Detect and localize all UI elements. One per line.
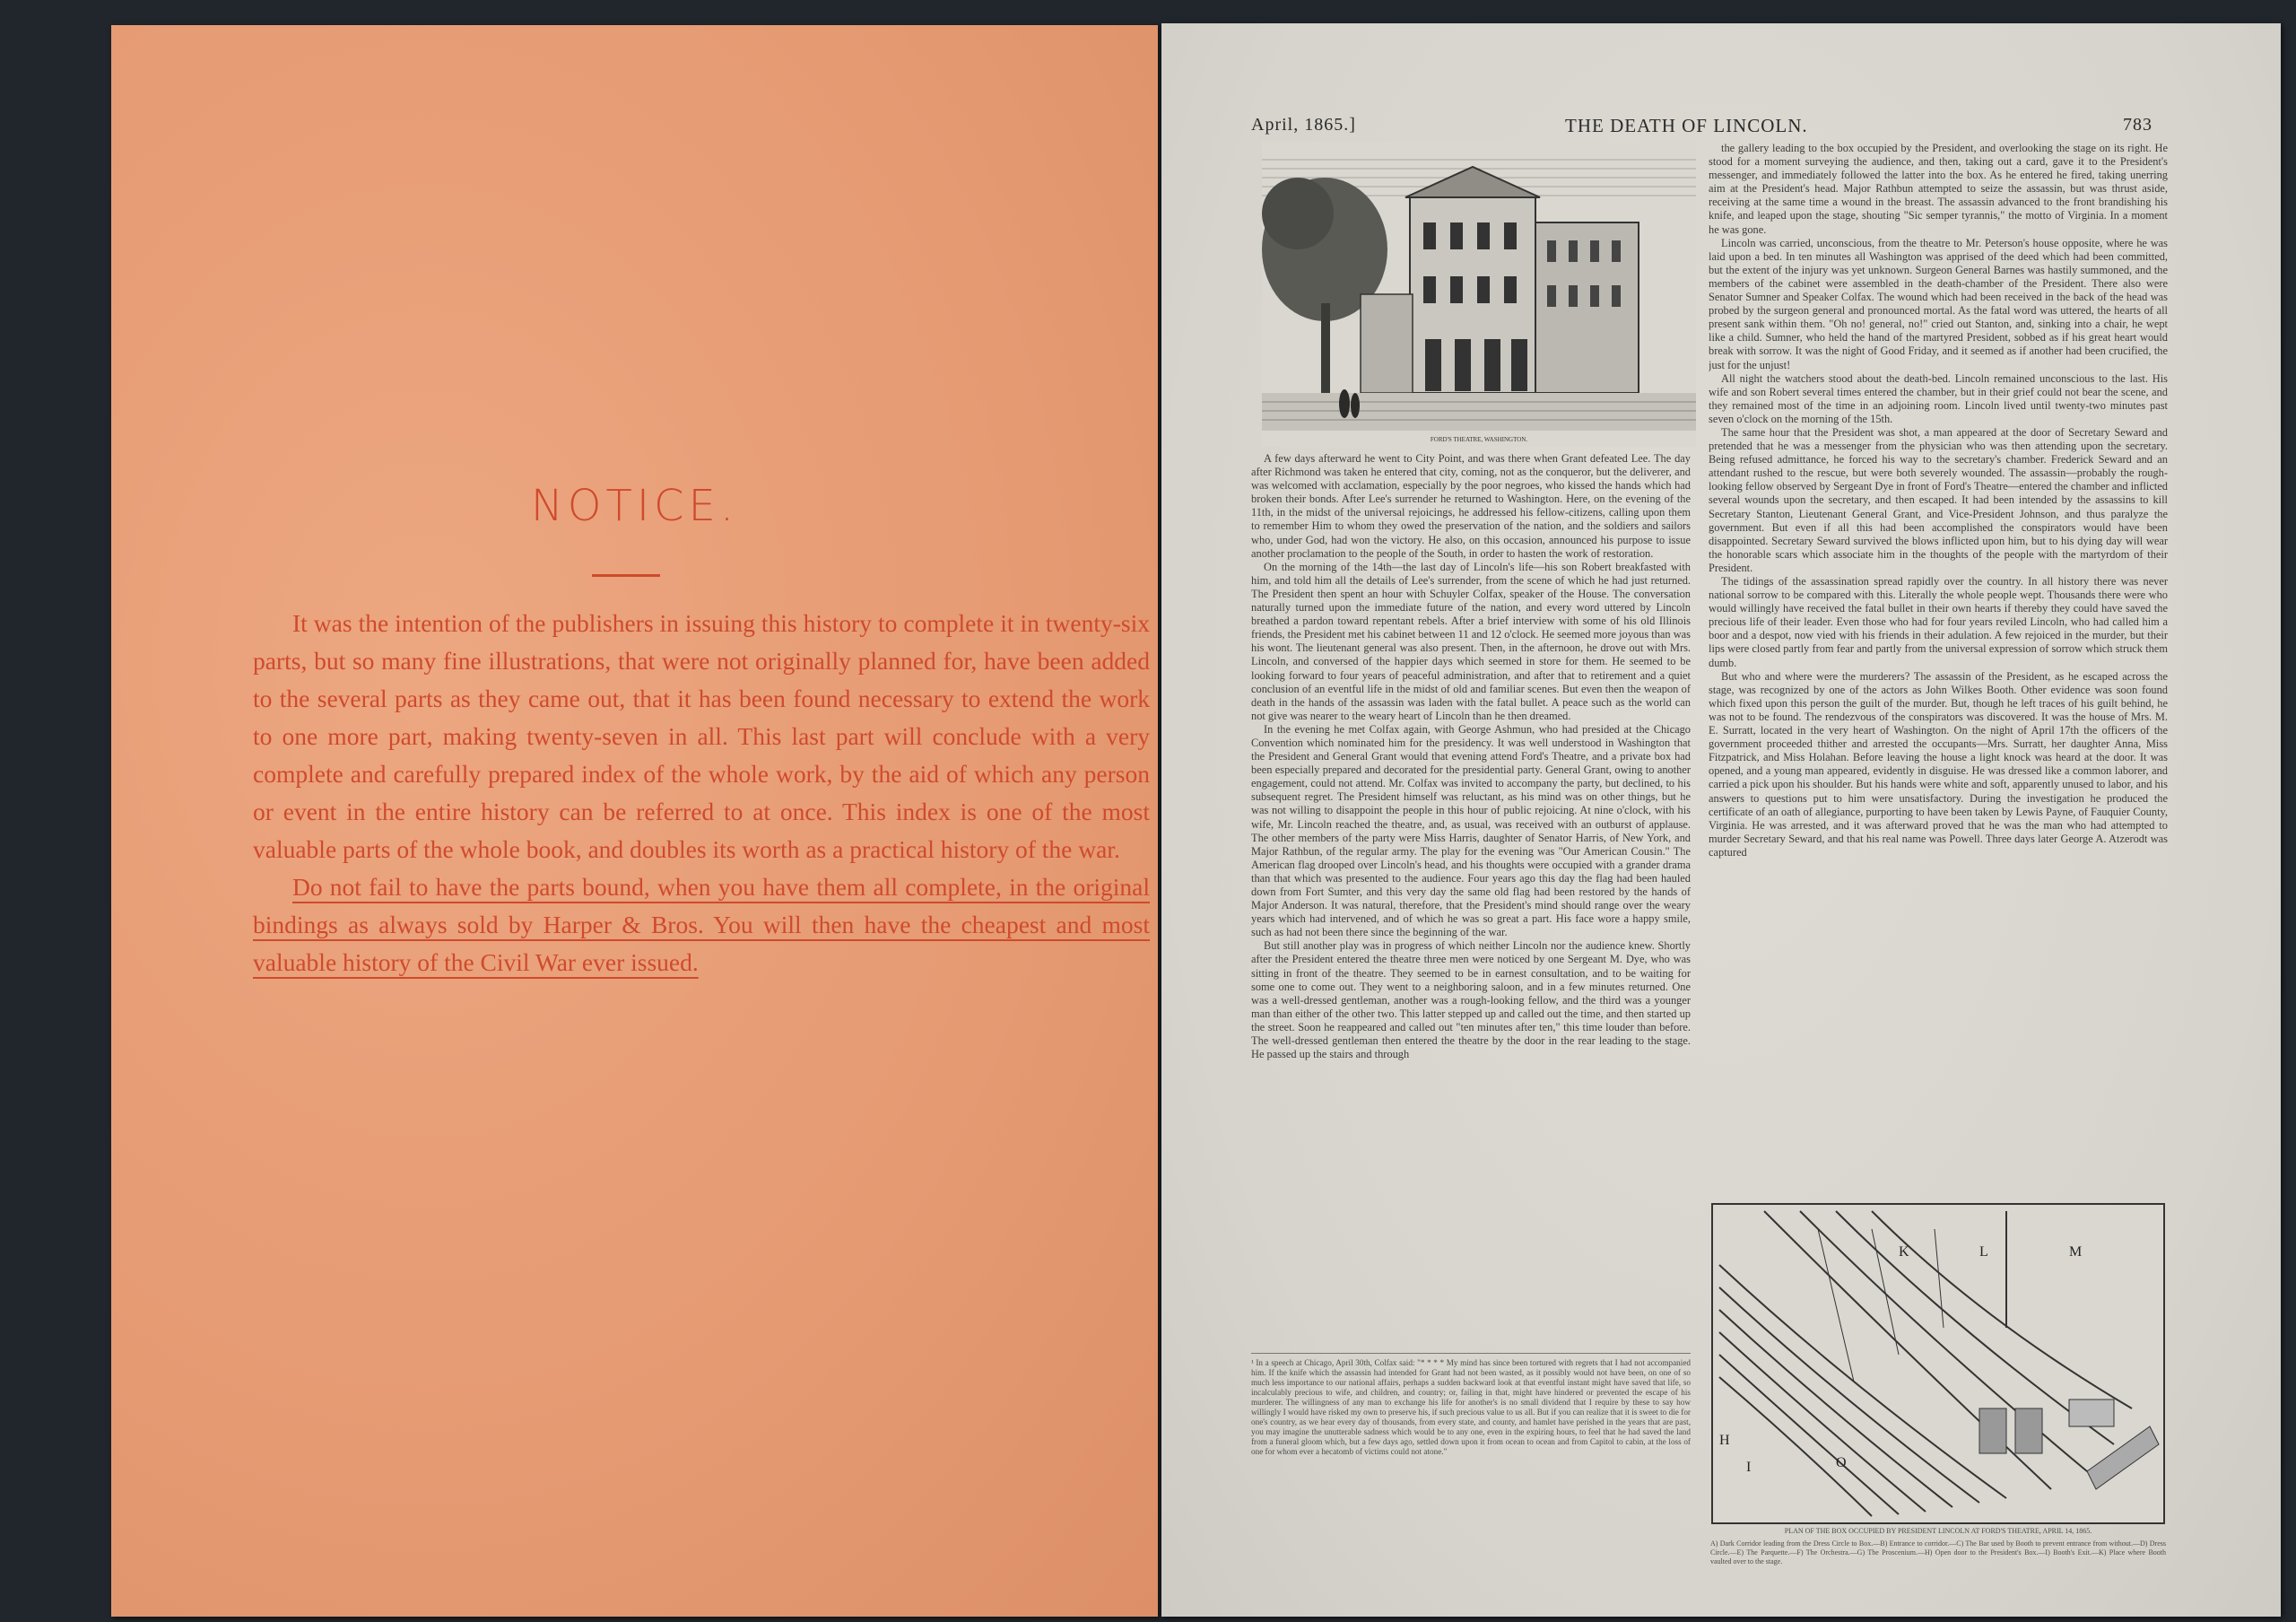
- right-paragraph: Lincoln was carried, unconscious, from the theatre to Mr. Peterson's house opposite, where he was laid upon a bed. In ten minutes all Washington was apprised of the deed which had been committed, but the extent of the injury was yet unknown. Surgeon General Barnes was hastily summoned, and the members of the cabinet were assembled in the death-chamber of the President. There also were Senator Sumner and Speaker Colfax. The wound which had been received in the back of the head was probed by the surgeon general and pronounced mortal. As the fatal word was uttered, the hearts of all present sank within them. "Oh no! general, no!" cried out Stanton, and, sinking into a chair, he wept like a child. Sumner, who held the hand of the martyred President, sobbed as if his great heart would break with sorrow. It was the night of Good Friday, and it seemed as if another had been crucified, the just for the unjust!: [1709, 236, 2168, 371]
- notice-body: [253, 605, 1150, 981]
- footnote-divider: [1251, 1353, 1691, 1354]
- diagram-label: K: [1899, 1244, 1909, 1260]
- right-paragraph: All night the watchers stood about the death-bed. Lincoln remained unconscious to the last. His wife and son Robert several times entered the chamber, but in their grief could not bear the scene, and they remained most of the time in an adjoining room. Lincoln lived until twenty-two minutes past seven o'clock on the morning of the 15th.: [1709, 371, 2168, 425]
- header-title: THE DEATH OF LINCOLN.: [1565, 115, 1808, 136]
- diagram-label: M: [2069, 1244, 2083, 1260]
- header-page-number: 783: [2123, 115, 2152, 135]
- left-paragraph: A few days afterward he went to City Point, and was there when Grant defeated Lee. The day after Richmond was taken he entered that city, coming, not as the conqueror, but the deliverer, and was welcomed with acclamation, especially by the poor negroes, who kissed the hands which had broken their bonds. After Lee's surrender he returned to Washington. Here, on the evening of the 11th, in the midst of the universal rejoicings, he addressed his fellow-citizens, calling upon them to remember Him to whom they owed the preservation of the nation, and the soldiers and sailors who, under God, had won the victory. He also, on this occasion, announced his purpose to issue another proclamation to the people of the South, in order to hasten the work of restoration.: [1251, 452, 1691, 560]
- diagram-label: H: [1719, 1433, 1730, 1448]
- right-text-column: [1709, 142, 2168, 1199]
- right-paragraph: the gallery leading to the box occupied by the President, and overlooking the stage on its right. He stood for a moment surveying the audience, and then, taking out a card, gave it to the President's messenger, and immediately followed the latter into the box. As he entered he fired, taking unerring aim at the President's head. Major Rathbun attempted to seize the assassin, but was thrust aside, receiving at the same time a wound in the breast. The assassin advanced to the front brandishing his knife, and leaped upon the stage, shouting "Sic semper tyrannis," the motto of Virginia. In a moment he was gone.: [1709, 142, 2168, 236]
- fords-theatre-engraving: [1262, 142, 1696, 447]
- diagram-label: I: [1746, 1460, 1752, 1475]
- left-paragraph: But still another play was in progress of which neither Lincoln nor the audience knew. Shortly after the President entered the theatre three men were noticed by one Sergeant M. Dye, who was sitting in front of the theatre. They seemed to be in earnest consultation, and to be waiting for some one to come out. They went to a neighboring saloon, and in a few minutes returned. One was a well-dressed gentleman, another was a rough-looking fellow, and the third was a younger man than either of the other two. This latter stepped up and called out the time, and then started up the street. Soon he reappeared and called out "ten minutes after ten," this time louder than before. The well-dressed gentleman then entered the theatre by the door in the rear leading to the stage. He passed up the stairs and through: [1251, 939, 1691, 1061]
- diagram-label: O: [1836, 1455, 1847, 1470]
- header-date: April, 1865.]: [1251, 115, 1356, 135]
- title-divider: [592, 574, 660, 577]
- right-paragraph: The same hour that the President was shot, a man appeared at the door of Secretary Seward and pretended that he was a messenger from the physician who was then attending upon the secretary. Being refused admittance, he forced his way to the secretary's chamber. Frederick Seward and an attendant rushed to the rescue, but were both severely wounded. The assassin—probably the rough-looking fellow observed by Sergeant Dye in front of Ford's Theatre—entered the chamber and inflicted several wounds upon the secretary, and then escaped. It had been intended by the assassins to kill Secretary Stanton, Lieutenant General Grant, and Vice-President Johnson, and thus paralyze the government. But even if all this had been accomplished the conspirators would have been disappointed. Secretary Seward survived the blows inflicted upon him, but to his dying day will wear the honorable scars which associate him in the thoughts of the people with the martyrdom of their President.: [1709, 425, 2168, 574]
- left-text-column: [1251, 452, 1691, 1347]
- theatre-box-plan: [1710, 1202, 2166, 1525]
- left-paragraph: In the evening he met Colfax again, with George Ashmun, who had presided at the Chicago Convention which nominated him for the presidency. It was well understood in Washington that the President and General Grant would that evening attend Ford's Theatre, and a private box had been especially prepared and decorated for the presidential party. General Grant, owing to another engagement, could not attend. Mr. Colfax was invited to accompany the party, but declined, to his subsequent regret. The President himself was reluctant, as his mind was on other things, but he was not willing to disappoint the people in this hour of public rejoicing. At nine o'clock, with his wife, Mr. Lincoln reached the theatre, and, as usual, was received with an outburst of applause. The other members of the party were Miss Harris, daughter of Senator Harris, of New York, and Major Rathbun, of the regular army. The play for the evening was "Our American Cousin." The American flag drooped over Lincoln's head, and his thoughts were occupied with a grander drama than that which was presented to the audience. Four years ago this day the flag had been hauled down from Fort Sumter, and this very day the same old flag had been restored by the hands of Major Anderson. It was natural, therefore, that the President's mind should range over the weary years which had intervened, and of which he was so great a part. His face wore a happy smile, such as had not been there since the beginning of the war.: [1251, 722, 1691, 939]
- diagram-label: L: [1979, 1244, 1988, 1260]
- printed-page: [1161, 23, 2281, 1617]
- right-paragraph: But who and where were the murderers? The assassin of the President, as he escaped across the stage, was recognized by one of the actors as John Wilkes Booth. Other evidence was soon found which fixed upon this person the guilt of the murder. But, though he left traces of his guilt behind, he was not to be found. The rendezvous of the conspirators was discovered. It was the house of Mrs. M. E. Surratt, located in the very heart of Washington. On the night of April 17th the officers of the government proceeded thither and arrested the occupants—Mrs. Surratt, her daughter Anna, Miss Fitzpatrick, and Miss Holahan. Before leaving the house a light knock was heard at the door. It was opened, and a young man appeared, evidently in disguise. He was dressed like a common laborer, and carried a pick upon his shoulder. But his hands were white and soft, apparently unused to labor, and his answers to questions put to him were unsatisfactory. During the investigation he produced the certificate of an oath of allegiance, purporting to have been taken by Lewis Payne, of Fauquier County, Virginia. He was arrested, and it was afterward proved that he was the man who had attempted to murder Secretary Seward, and that his real name was Powell. Three days later George A. Atzerodt was captured: [1709, 669, 2168, 859]
- diagram-caption: PLAN OF THE BOX OCCUPIED BY PRESIDENT LINCOLN AT FORD'S THEATRE, APRIL 14, 1865.: [1784, 1527, 2092, 1535]
- right-paragraph: The tidings of the assassination spread rapidly over the country. In all history there was never national sorrow to be compared with this. Literally the whole people wept. Thousands there were who would willingly have received the fatal bullet in their own hearts if thereby they could have saved the precious life of their leader. Even those who had for four years reviled Lincoln, who had called him a boor and a despot, now vied with his friends in their adulation. A few rejoiced in the murder, but their lips were closed partly from fear and partly from the universal expression of sorrow which struck them dumb.: [1709, 575, 2168, 669]
- notice-title: NOTICE.: [530, 481, 739, 531]
- notice-paragraph-1: It was the intention of the publishers in issuing this history to complete it in twenty-six parts, but so many fine illustrations, that were not originally planned for, have been added to the several parts as they came out, that it has been found necessary to extend the work to one more part, making twenty-seven in all. This last part will conclude with a very complete and carefully prepared index of the whole work, by the aid of which any person or event in the entire history can be referred to at once. This index is one of the most valuable parts of the whole book, and doubles its worth as a practical history of the war.: [253, 609, 1150, 863]
- illustration-caption: FORD'S THEATRE, WASHINGTON.: [1430, 436, 1528, 443]
- notice-paragraph-2: [253, 868, 1150, 981]
- notice-page: [111, 25, 1158, 1617]
- left-paragraph: On the morning of the 14th—the last day of Lincoln's life—his son Robert breakfasted with him, and told him all the details of Lee's surrender, from the scene of which he had just returned. The President then spent an hour with Schuyler Colfax, speaker of the House. The conversation naturally turned upon the immediate future of the nation, and every word uttered by Lincoln breathed a pardon toward repentant rebels. After a brief interview with some of his old Illinois friends, the President met his cabinet between 11 and 12 o'clock. He seemed more joyous than was his wont. The lieutenant general was also present. Then, in the afternoon, he drove out with Mrs. Lincoln, and conversed of the happier days which seemed in store for them. He seemed to be looking forward to four years of peaceful administration, and after that to retirement and a quiet conclusion of an eventful life in the midst of old and familiar scenes. But even then the weapon of death in the hands of the assassin was laden with the fatal bullet. A peace such as the world can not give was nearer to the weary heart of Lincoln than he then dreamed.: [1251, 560, 1691, 722]
- footnote: ¹ In a speech at Chicago, April 30th, Colfax said: "* * * * My mind has since been tortured with regrets that I had not accompanied him. If the knife which the assassin had intended for Grant had not been wasted, as it possibly would not have been, on one of so much less importance to our national affairs, perhaps a sudden backward look at that eventful instant might have saved that life, so incalculably precious to wife, and children, and country; or, failing in that, might have hindered or prevented the escape of his murderer. The willingness of any man to exchange his life for another's is no small dividend that I require by these to say how willingly I would have risked my own to preserve his, if such precious value to us all. But if you can realize that it is sweet to die for one's country, as we hear every day of thousands, from every state, and county, and hamlet have perished in the years that are past, you may imagine the unutterable sadness which would be to any one, even in the expiring hours, to feel that he had saved the land from a funeral gloom which, but a few days ago, settled down upon it from ocean to ocean and from Capitol to cabin, at the loss of one for whom ever a hecatomb of victims could not atone.": [1251, 1358, 1691, 1456]
- diagram-notes: A) Dark Corridor leading from the Dress Circle to Box.—B) Entrance to corridor.—C) The Bar used by Booth to prevent entrance from without.—D) Dress Circle.—E) The Parquette.—F) The Orchestra.—G) The Proscenium.—H) Open door to the President's Box.—I) Booth's Exit.—K) Place where Booth vaulted over to the stage.: [1710, 1539, 2166, 1565]
- notice-paragraph-2-text: Do not fail to have the parts bound, when you have them all complete, in the original bindings as always sold by Harper & Bros. You will then have the cheapest and most valuable history of the Civil War ever issued.: [253, 873, 1150, 976]
